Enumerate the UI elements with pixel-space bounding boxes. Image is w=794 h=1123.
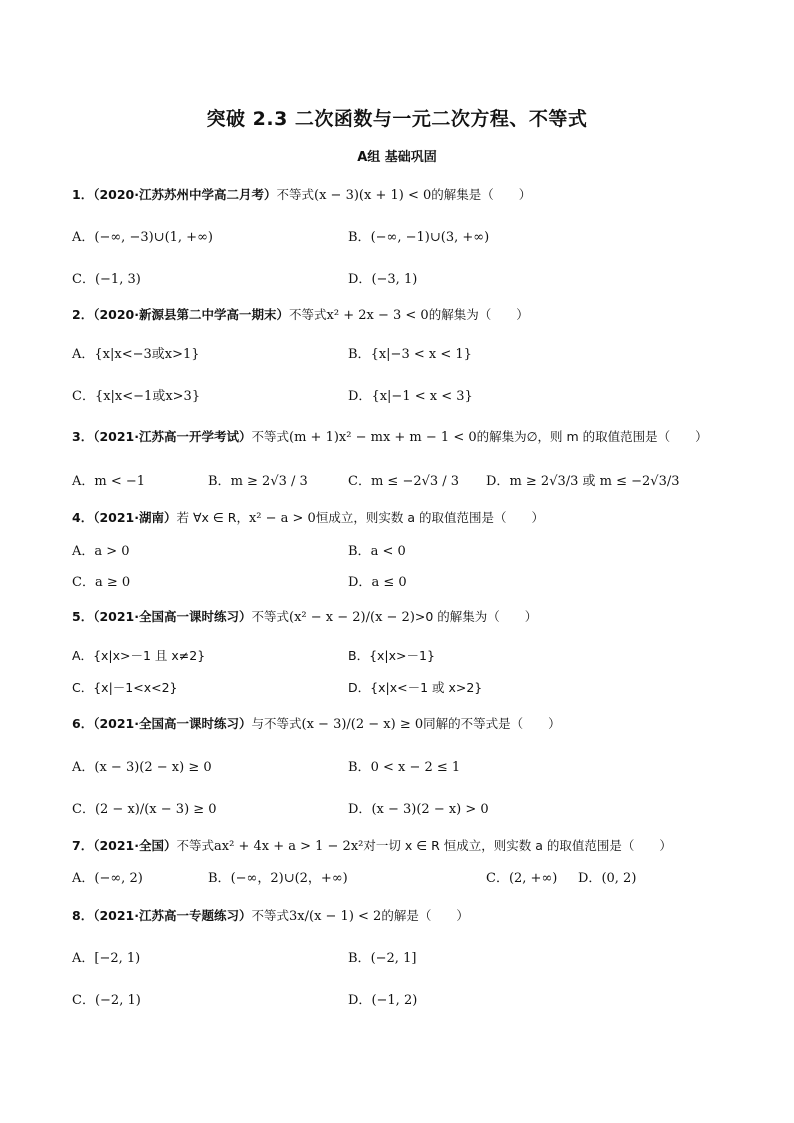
question-source: （2021·江苏高一开学考试） — [93, 429, 252, 444]
option-b: B．{x|−3 < x < 1} — [348, 347, 472, 362]
option-c: C．(2 − x)/(x − 3) ≥ 0 — [72, 802, 217, 817]
option-c: C．{x|－1<x<2} — [72, 680, 178, 695]
question-text: 同解的不等式是（ ） — [423, 716, 561, 731]
option-b: B．a < 0 — [348, 544, 406, 559]
question-text: 与不等式 — [251, 716, 302, 731]
question-6 — [72, 714, 561, 732]
question-text: 的解是（ ） — [381, 908, 469, 923]
option-a: A．(−∞, 2) — [72, 871, 143, 886]
option-b: B．0 < x − 2 ≤ 1 — [348, 760, 461, 775]
option-a: A．[−2, 1) — [72, 951, 141, 966]
option-c: C．(2, +∞) — [486, 871, 558, 886]
question-source: （2021·江苏高一专题练习） — [93, 908, 252, 923]
option-b: B．(−2, 1] — [348, 951, 417, 966]
question-4 — [72, 508, 544, 526]
option-b: B．(−∞，2)∪(2，+∞) — [208, 871, 348, 886]
question-2 — [72, 305, 529, 323]
question-text: >0 的解集为（ ） — [414, 609, 538, 624]
option-d: D．{x|−1 < x < 3} — [348, 389, 473, 404]
math-expression: 3x/(x − 1) < 2 — [289, 909, 382, 924]
question-text: 的解集为∅，则 m 的取值范围是（ ） — [476, 429, 708, 444]
option-b: B．(−∞, −1)∪(3, +∞) — [348, 230, 490, 245]
question-text: 不等式 — [176, 838, 215, 853]
question-source: （2021·全国高一课时练习） — [93, 716, 252, 731]
question-number: 5． — [72, 609, 94, 624]
option-d: D．(−1, 2) — [348, 993, 418, 1008]
section-subtitle: A组 基础巩固 — [357, 150, 437, 165]
question-text: 对一切 x ∈ R 恒成立，则实数 a 的取值范围是（ ） — [363, 838, 672, 853]
option-a: A．(x − 3)(2 − x) ≥ 0 — [72, 760, 212, 775]
question-8 — [72, 906, 469, 924]
question-text: 恒成立，则实数 a 的取值范围是（ ） — [315, 510, 544, 525]
question-text: 的解集为（ ） — [428, 307, 529, 322]
question-text: 不等式 — [289, 307, 327, 322]
math-expression: (x − 3)/(2 − x) ≥ 0 — [301, 717, 424, 732]
option-a: A．m < −1 — [72, 474, 146, 489]
question-7 — [72, 836, 672, 854]
question-number: 6． — [72, 716, 94, 731]
question-text: 不等式 — [276, 187, 315, 202]
option-a: A．{x|x<−3或x>1} — [72, 347, 200, 362]
question-text: 的解集是（ ） — [431, 187, 532, 202]
question-number: 2． — [72, 307, 94, 322]
question-number: 4． — [72, 510, 94, 525]
question-text: 不等式 — [251, 609, 290, 624]
question-source: （2020·江苏苏州中学高二月考） — [93, 187, 277, 202]
option-d: D．a ≤ 0 — [348, 575, 407, 590]
option-d: D．{x|x<－1 或 x>2} — [348, 680, 483, 695]
page-title: 突破 2.3 二次函数与一元二次方程、不等式 — [206, 108, 588, 130]
math-expression: ax² + 4x + a > 1 − 2x² — [214, 839, 364, 854]
question-text: 不等式 — [251, 429, 290, 444]
question-source: （2020·新源县第二中学高一期末） — [93, 307, 289, 322]
question-number: 8． — [72, 908, 94, 923]
question-number: 3． — [72, 429, 94, 444]
option-a: A．{x|x>－1 且 x≠2} — [72, 648, 206, 663]
question-source: （2021·全国高一课时练习） — [93, 609, 252, 624]
option-a: A．a > 0 — [72, 544, 130, 559]
option-c: C．a ≥ 0 — [72, 575, 131, 590]
question-text: 不等式 — [251, 908, 290, 923]
math-expression: (x² − x − 2)/(x − 2) — [289, 610, 415, 625]
math-expression: x² − a > 0 — [248, 511, 316, 526]
option-b: B．{x|x>－1} — [348, 648, 435, 663]
option-a: A．(−∞, −3)∪(1, +∞) — [72, 230, 213, 245]
option-d: D．(x − 3)(2 − x) > 0 — [348, 802, 489, 817]
option-d: D．(−3, 1) — [348, 272, 418, 287]
option-c: C．(−1, 3) — [72, 272, 141, 287]
question-number: 7． — [72, 838, 94, 853]
option-c: C．m ≤ −2√3 / 3 — [348, 474, 460, 489]
question-source: （2021·全国） — [93, 838, 177, 853]
option-c: C．(−2, 1) — [72, 993, 141, 1008]
question-text: 若 ∀x ∈ R， — [176, 510, 249, 525]
question-number: 1． — [72, 187, 94, 202]
question-5 — [72, 607, 537, 625]
math-expression: (x − 3)(x + 1) < 0 — [314, 188, 432, 203]
option-b: B．m ≥ 2√3 / 3 — [208, 474, 308, 489]
question-1 — [72, 185, 531, 203]
question-3 — [72, 427, 708, 445]
math-expression: (m + 1)x² − mx + m − 1 < 0 — [289, 430, 477, 445]
question-source: （2021·湖南） — [93, 510, 177, 525]
option-d: D．m ≥ 2√3/3 或 m ≤ −2√3/3 — [486, 474, 680, 489]
option-d: D．(0, 2) — [578, 871, 637, 886]
math-expression: x² + 2x − 3 < 0 — [326, 308, 429, 323]
option-c: C．{x|x<−1或x>3} — [72, 389, 201, 404]
